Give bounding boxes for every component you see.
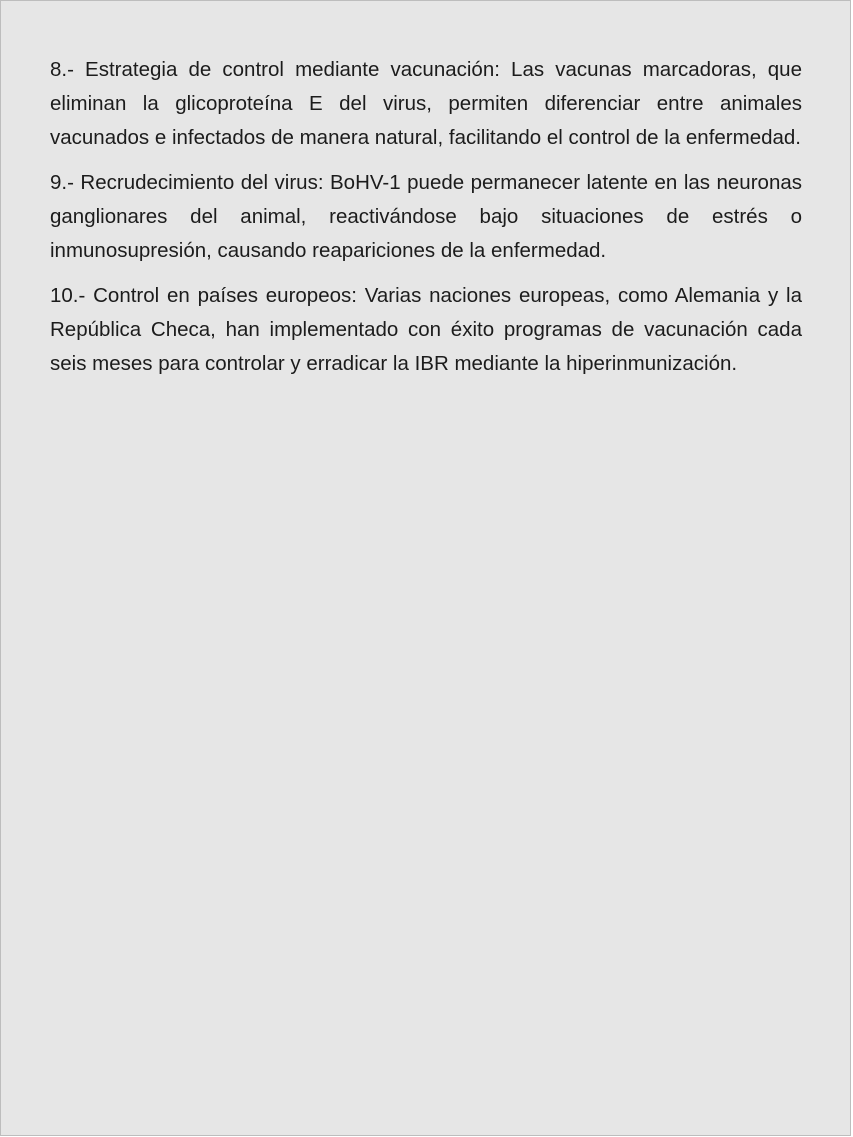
document-body [50,53,802,392]
paragraph-10: 10.- Control en países europeos: Varias naciones europeas, como Alemania y la República Checa, han implementado con éxito programas de vacunación cada seis meses para controlar y erradicar la IBR mediante la hiperinmunización. [50,284,802,375]
paragraph-9: 9.- Recrudecimiento del virus: BoHV-1 puede permanecer latente en las neuronas ganglionares del animal, reactivándose bajo situaciones de estrés o inmunosupresión, causando reapariciones de la enfermedad. [50,171,802,262]
paragraph-8: 8.- Estrategia de control mediante vacunación: Las vacunas marcadoras, que eliminan la glicoproteína E del virus, permiten diferenciar entre animales vacunados e infectados de manera natural, facilitando el control de la enfermedad. [50,58,802,149]
